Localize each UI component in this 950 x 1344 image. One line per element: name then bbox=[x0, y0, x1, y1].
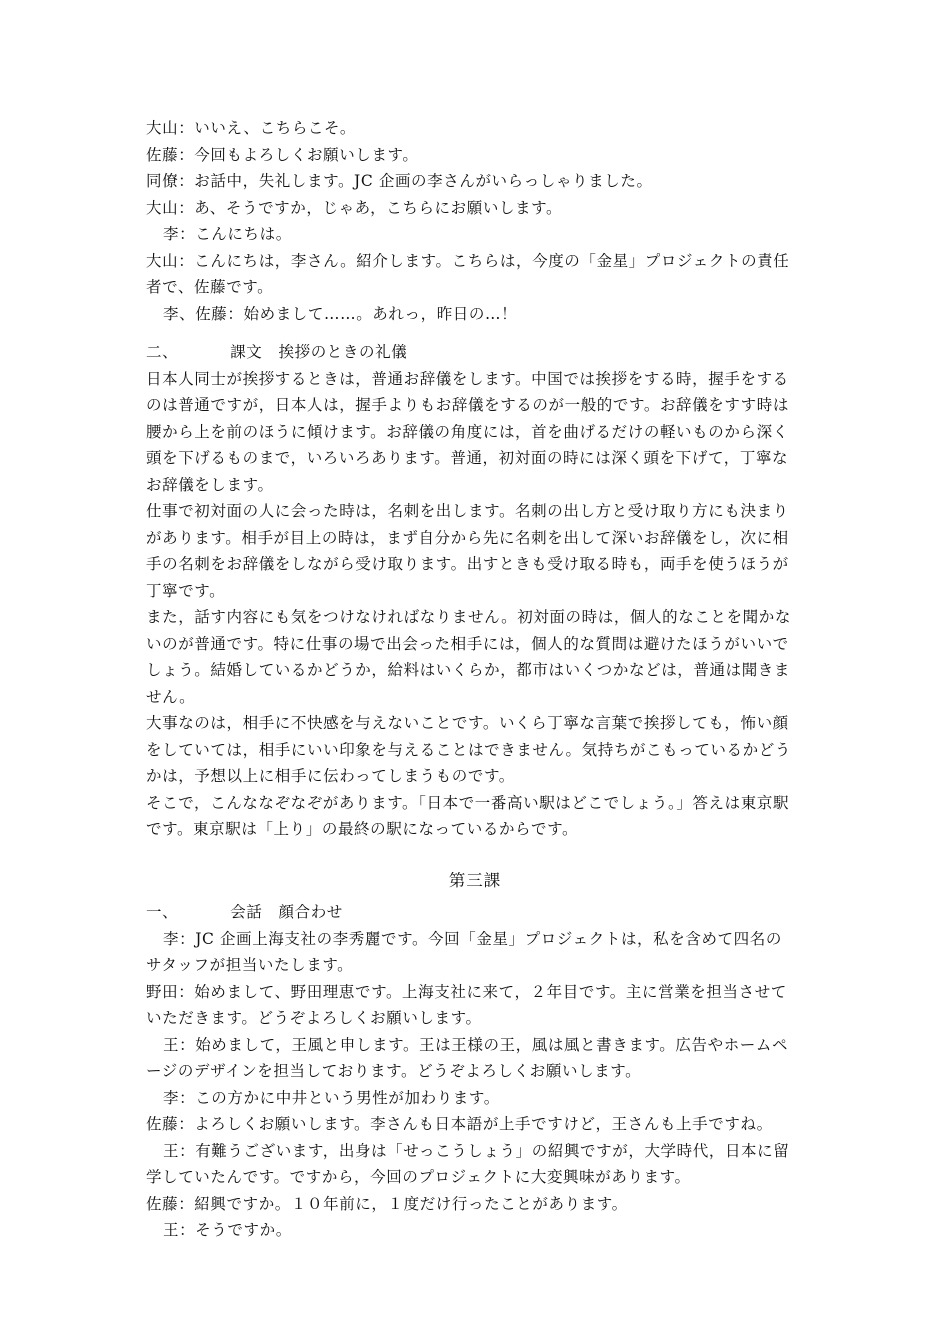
paragraph-line: また，話す内容にも気をつけなければなりません。初対面の時は，個人的なことを聞かな bbox=[146, 608, 791, 626]
section-number: 二、 bbox=[146, 343, 179, 361]
paragraph-line: 仕事で初対面の人に会った時は，名刺を出します。名刺の出し方と受け取り方にも決まり bbox=[146, 502, 789, 520]
dialogue-line: サタッフが担当いたします。 bbox=[146, 956, 354, 974]
dialogue-line: 佐藤：よろしくお願いします。李さんも日本語が上手ですけど，王さんも上手ですね。 bbox=[146, 1115, 773, 1133]
dialogue-line: 野田：始めまして、野田理恵です。上海支社に来て，２年目です。主に営業を担当させて bbox=[146, 982, 787, 1001]
dialogue-line: ージのデザインを担当しております。どうぞよろしくお願いします。 bbox=[146, 1062, 642, 1080]
dialogue-line: 李、佐藤：始めまして……。あれっ，昨日の…！ bbox=[163, 304, 518, 323]
paragraph-line: 丁寧です。 bbox=[146, 581, 226, 600]
dialogue-line: 大山：いいえ、こちらこそ。 bbox=[146, 119, 356, 137]
paragraph-line: 腰から上を前のほうに傾けます。お辞儀の角度には，首を曲げるだけの軽いものから深く bbox=[146, 422, 789, 441]
paragraph-line: 手の名刺をお辞儀をしながら受け取ります。出すときも受け取る時も，両手を使うほうが bbox=[146, 555, 789, 573]
dialogue-line: 大山：こんにちは，李さん。紹介します。こちらは，今度の「金星」プロジェクトの責任 bbox=[146, 251, 790, 270]
paragraph-line: いのが普通です。特に仕事の場で出会った相手には，個人的な質問は避けたほうがいいで bbox=[146, 634, 789, 653]
dialogue-section-1 bbox=[146, 115, 806, 327]
dialogue-line: 王：始めまして，王風と申します。王は王様の王，風は風と書きます。広告やホームペ bbox=[163, 1035, 789, 1054]
dialogue-line: 者で、佐藤です。 bbox=[146, 278, 274, 296]
paragraph-line: そこで，こんななぞなぞがあります。「日本で一番高い駅はどこでしょう。」答えは東京駅 bbox=[146, 793, 790, 812]
dialogue-section-3 bbox=[146, 899, 806, 1244]
dialogue-line: 学していたんです。ですから，今回のプロジェクトに大変興味があります。 bbox=[146, 1168, 691, 1186]
section-title: 会話 顔合わせ bbox=[230, 903, 343, 921]
lesson-title: 第三課 bbox=[448, 871, 502, 890]
paragraph-line: 頭を下げるものまで，いろいろあります。普通，初対面の時には深く頭を下げて，丁寧な bbox=[146, 449, 789, 467]
section-heading bbox=[146, 899, 806, 926]
paragraph-line: です。東京駅は「上り」の最終の駅になっているからです。 bbox=[146, 820, 579, 838]
dialogue-line: 王：そうですか。 bbox=[163, 1221, 292, 1239]
dialogue-line: 佐藤：今回もよろしくお願いします。 bbox=[146, 145, 419, 164]
dialogue-line: 李：JC 企画上海支社の李秀麗です。今回「金星」プロジェクトは，私を含めて四名の bbox=[163, 929, 782, 948]
reading-section bbox=[146, 339, 806, 843]
paragraph-line: かは，予想以上に相手に伝わってしまうものです。 bbox=[146, 767, 515, 785]
paragraph-line: お辞儀をします。 bbox=[146, 475, 274, 494]
dialogue-line: 李：こんにちは。 bbox=[163, 225, 292, 243]
dialogue-line: 王：有難うございます，出身は「せっこうしょう」の紹興ですが，大学時代，日本に留 bbox=[163, 1141, 790, 1160]
paragraph-line: せん。 bbox=[146, 687, 196, 706]
paragraph-line: をしていては，相手にいい印象を与えることはできません。気持ちがこもっているかどう bbox=[146, 740, 791, 759]
paragraph-line: 大事なのは，相手に不快感を与えないことです。いくら丁寧な言葉で挨拶しても，怖い顔 bbox=[146, 714, 789, 732]
dialogue-line: 大山：あ、そうですか，じゃあ，こちらにお願いします。 bbox=[146, 198, 563, 217]
section-number: 一、 bbox=[146, 903, 179, 921]
paragraph-line: のは普通ですが，日本人は，握手よりもお辞儀をするのが一般的です。お辞儀をすす時は bbox=[146, 396, 789, 414]
dialogue-line: 同僚：お話中，失礼します。JC 企画の李さんがいらっしゃりました。 bbox=[146, 172, 653, 190]
section-title: 課文 挨拶のときの礼儀 bbox=[230, 343, 408, 361]
paragraph-line: 日本人同士が挨拶するときは，普通お辞儀をします。中国では挨拶をする時，握手をする bbox=[146, 369, 789, 388]
dialogue-line: 李：この方かに中井という男性が加わります。 bbox=[163, 1088, 500, 1107]
section-heading bbox=[146, 339, 806, 366]
paragraph-line: しょう。結婚しているかどうか，給料はいくらか，都市はいくつかなどは，普通は聞きま bbox=[146, 661, 791, 679]
dialogue-line: いただきます。どうぞよろしくお願いします。 bbox=[146, 1009, 482, 1027]
paragraph-line: があります。相手が目上の時は，まず自分から先に名刺を出して深いお辞儀をし，次に相 bbox=[146, 528, 789, 547]
dialogue-line: 佐藤：紹興ですか。１０年前に，１度だけ行ったことがあります。 bbox=[146, 1194, 628, 1213]
